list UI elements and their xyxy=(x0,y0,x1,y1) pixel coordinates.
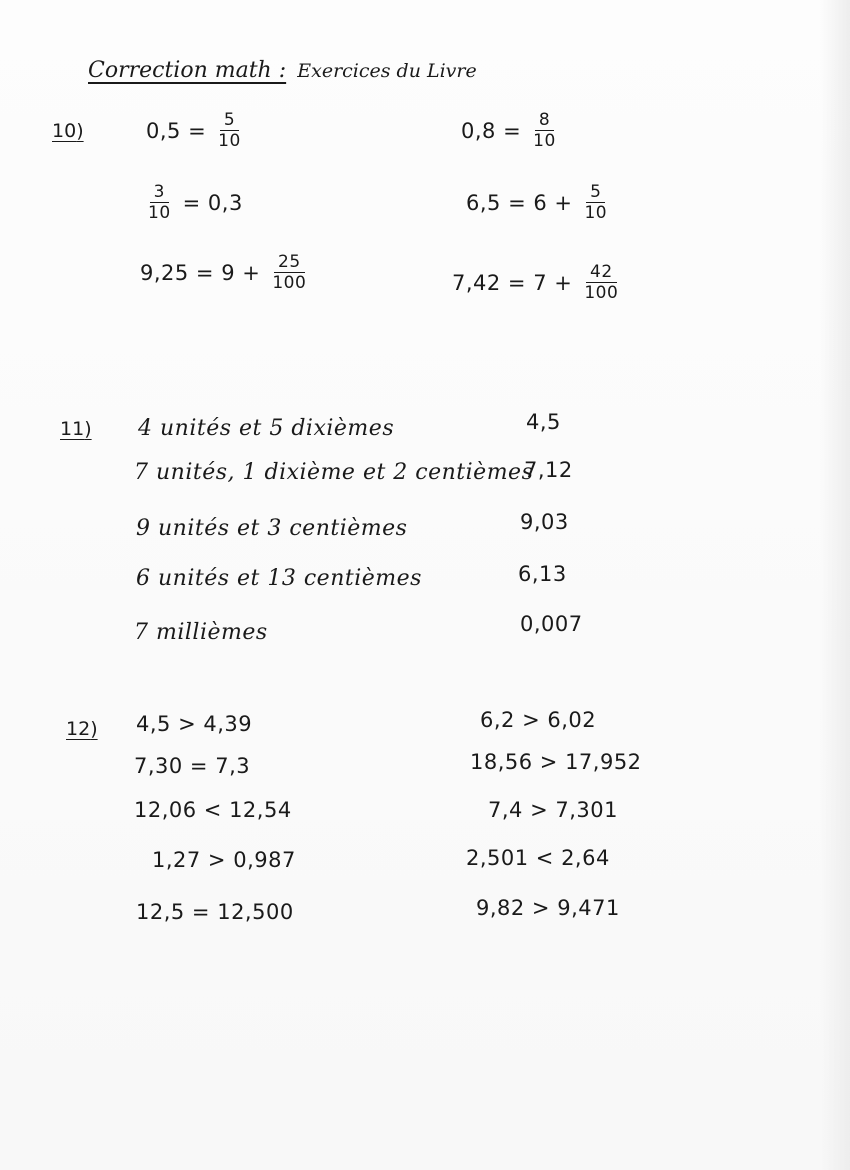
ex11-row-2-text: 7 unités, 1 dixième et 2 centièmes xyxy=(134,460,534,485)
ex10-item-4-lhs: 6,5 = 6 + xyxy=(466,190,573,215)
ex10-item-3-rhs: = 0,3 xyxy=(182,190,243,215)
ex12-left-3: 12,06 < 12,54 xyxy=(134,798,292,822)
ex10-item-4 xyxy=(466,182,611,223)
exercise-12-label: 12) xyxy=(66,718,98,740)
ex10-item-5-fraction xyxy=(268,252,310,293)
ex10-item-5-lhs: 9,25 = 9 + xyxy=(140,260,261,285)
ex10-item-3-fraction xyxy=(144,182,175,223)
fraction-denominator: 10 xyxy=(218,131,241,151)
fraction-denominator: 10 xyxy=(584,203,608,223)
ex11-row-1-text: 4 unités et 5 dixièmes xyxy=(138,416,395,441)
exercise-11-label: 11) xyxy=(60,418,92,440)
ex10-item-2 xyxy=(461,110,560,151)
page-title: Correction math : xyxy=(88,58,287,83)
fraction-numerator: 5 xyxy=(586,182,605,203)
exercise-10-label: 10) xyxy=(52,120,84,142)
ex10-item-1 xyxy=(146,110,245,151)
fraction-denominator: 10 xyxy=(533,131,556,151)
page-subtitle: Exercices du Livre xyxy=(297,60,477,82)
ex11-row-4-text: 6 unités et 13 centièmes xyxy=(136,566,422,591)
ex10-item-1-lhs: 0,5 = xyxy=(146,118,207,143)
fraction-numerator: 3 xyxy=(150,182,169,203)
ex10-item-6 xyxy=(452,262,622,303)
ex12-right-2: 18,56 > 17,952 xyxy=(470,750,642,774)
fraction-numerator: 5 xyxy=(220,110,239,131)
ex10-item-1-fraction xyxy=(214,110,245,151)
fraction-denominator: 10 xyxy=(148,203,171,223)
fraction-denominator: 100 xyxy=(584,283,619,303)
page-title-row xyxy=(88,58,477,83)
ex12-right-1: 6,2 > 6,02 xyxy=(480,708,597,732)
fraction-denominator: 100 xyxy=(272,273,307,293)
ex11-row-1-value: 4,5 xyxy=(526,410,561,434)
ex10-item-6-fraction xyxy=(580,262,622,303)
ex10-item-6-lhs: 7,42 = 7 + xyxy=(452,270,573,295)
ex12-left-1: 4,5 > 4,39 xyxy=(136,712,253,736)
ex10-item-5 xyxy=(140,252,310,293)
ex12-left-5: 12,5 = 12,500 xyxy=(136,900,294,924)
ex10-item-2-fraction xyxy=(529,110,560,151)
fraction-numerator: 8 xyxy=(535,110,554,131)
ex11-row-5-text: 7 millièmes xyxy=(134,620,268,645)
ex11-row-2-value: 7,12 xyxy=(524,458,573,482)
ex12-right-4: 2,501 < 2,64 xyxy=(466,846,610,870)
ex12-right-5: 9,82 > 9,471 xyxy=(476,896,620,920)
ex11-row-5-value: 0,007 xyxy=(520,612,583,636)
ex10-item-2-lhs: 0,8 = xyxy=(461,118,522,143)
fraction-numerator: 25 xyxy=(274,252,305,273)
ex11-row-3-text: 9 unités et 3 centièmes xyxy=(136,516,408,541)
ex10-item-3 xyxy=(144,182,243,223)
ex12-right-3: 7,4 > 7,301 xyxy=(488,798,618,822)
ex12-left-4: 1,27 > 0,987 xyxy=(152,848,296,872)
ex12-left-2: 7,30 = 7,3 xyxy=(134,754,251,778)
fraction-numerator: 42 xyxy=(586,262,617,283)
ex10-item-4-fraction xyxy=(580,182,611,223)
ex11-row-4-value: 6,13 xyxy=(518,562,567,586)
ex11-row-3-value: 9,03 xyxy=(520,510,569,534)
